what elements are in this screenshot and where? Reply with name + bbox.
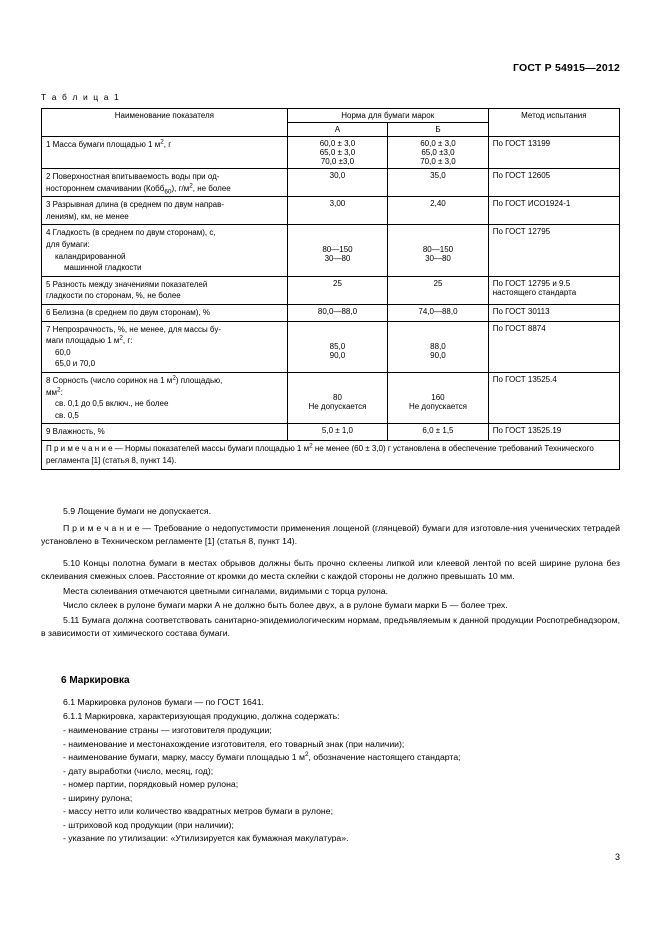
list-item: - наименование страны — изготовителя продукции;	[63, 725, 272, 736]
list-item: - номер партии, порядковый номер рулона;	[63, 779, 239, 790]
clause-6-1: 6.1 Маркировка рулонов бумаги — по ГОСТ 1641.	[63, 696, 264, 707]
header-norm-group: Норма для бумаги марок	[287, 109, 488, 123]
clause-5-9: 5.9 Лощение бумаги не допускается.	[63, 506, 212, 516]
row-value-b: 74,0—88,0	[388, 304, 489, 321]
table-row	[42, 225, 620, 276]
row-method: По ГОСТ ИСО1924-1	[488, 197, 619, 225]
row-value-b: 80—150 30—80	[388, 225, 489, 276]
table-row	[42, 424, 620, 441]
header-method: Метод испытания	[488, 109, 619, 137]
table-row	[42, 321, 620, 372]
header-col-a: А	[287, 123, 388, 137]
clause-5-10-block	[41, 557, 620, 642]
row-value-a: 25	[287, 276, 388, 304]
row-method: По ГОСТ 12795	[488, 225, 619, 276]
list-item: - массу нетто или количество квадратных метров бумаги в рулоне;	[63, 806, 333, 817]
table-row	[42, 137, 620, 169]
list-item: - дату выработки (число, месяц, год);	[63, 765, 214, 776]
list-item: - наименование бумаги, марку, массу бумаги площадью 1 $м^2$, обозначение настоящего стандарта;	[63, 751, 461, 763]
clause-5-10: 5.10 Концы полотна бумаги в местах обрывов должны быть прочно склеены липкой или клеевой лентой по всей ширине рулона без склеивания смежных слоев. Расстояние от кромки до места склейки с каждой стороны не должно превышать 10 мм.	[41, 558, 620, 582]
standard-designation: ГОСТ Р 54915—2012	[512, 62, 620, 74]
row-indicator: 4 Гладкость (в среднем по двум сторонам), с, для бумаги: каландрированной машинной гладкости	[42, 225, 288, 276]
row-method: По ГОСТ 12795 и 9.5 настоящего стандарта	[488, 276, 619, 304]
row-indicator: 9 Влажность, %	[42, 424, 288, 441]
header-indicator: Наименование показателя	[42, 109, 288, 137]
row-value-a: 30,0	[287, 169, 388, 197]
row-value-b: 35,0	[388, 169, 489, 197]
clause-5-9-note-block	[41, 522, 620, 550]
row-indicator: 8 Сорность (число соринок на 1 $м^2$) площадью, $мм^2$: св. 0,1 до 0,5 включ., не более св. 0,5	[42, 372, 288, 423]
row-indicator: 2 Поверхностная впитываемость воды при од- ностороннем смачивании (Кобб$_{60}$), $г/м^2$, не более	[42, 169, 288, 197]
table-header-row-1	[42, 109, 620, 123]
table-row	[42, 304, 620, 321]
table-row	[42, 197, 620, 225]
marking-list	[41, 724, 620, 845]
table-caption: Т а б л и ц а 1	[41, 92, 121, 102]
row-indicator: 6 Белизна (в среднем по двум сторонам), %	[42, 304, 288, 321]
clause-5-9-note: П р и м е ч а н и е — Требование о недопустимости применения лощеной (глянцевой) бумаги для изготовле-ния ученических тетрадей установлено в Техническом регламенте [1] (статья 8, пункт 14).	[41, 523, 620, 547]
row-value-a: 80 Не допускается	[287, 372, 388, 423]
clause-5-10-c: Число склеек в рулоне бумаги марки А не должно быть более двух, а в рулоне бумаги марки Б — более трех.	[63, 600, 508, 611]
row-value-a: 80,0—88,0	[287, 304, 388, 321]
header-col-b: Б	[388, 123, 489, 137]
clause-5-10-b: Места склеивания отмечаются цветными сигналами, видимыми с торца рулона.	[63, 585, 389, 596]
row-value-a: 80—150 30—80	[287, 225, 388, 276]
table-row	[42, 372, 620, 423]
list-item: - штриховой код продукции (при наличии);	[63, 819, 234, 830]
table-body	[42, 137, 620, 470]
list-item: - наименование и местонахождение изготовителя, его товарный знак (при наличии);	[63, 738, 405, 749]
row-method: По ГОСТ 12605	[488, 169, 619, 197]
page-number: 3	[614, 852, 620, 862]
clause-6-1-1: 6.1.1 Маркировка, характеризующая продукцию, должна содержать:	[63, 710, 340, 721]
table-row	[42, 276, 620, 304]
row-indicator: 5 Разность между значениями показателей гладкости по сторонам, %, не более	[42, 276, 288, 304]
row-value-b: 60,0 ± 3,0 65,0 ±3,0 70,0 ± 3,0	[388, 137, 489, 169]
row-indicator: 3 Разрывная длина (в среднем по двум направ- лениям), км, не менее	[42, 197, 288, 225]
row-value-b: 25	[388, 276, 489, 304]
row-value-b: 88,0 90,0	[388, 321, 489, 372]
row-value-b: 160 Не допускается	[388, 372, 489, 423]
table-row	[42, 169, 620, 197]
clause-5-11: 5.11 Бумага должна соответствовать санитарно-эпидемиологическим нормам, предъявляемым к данной продукции Роспотребнадзором, в зависимости от химического состава бумаги.	[41, 614, 620, 639]
section-6-block	[41, 664, 620, 846]
table-head	[42, 109, 620, 137]
row-method: По ГОСТ 13525.19	[488, 424, 619, 441]
table-footnote: П р и м е ч а н и е — Нормы показателей массы бумаги площадью 1 $м^2$ не менее (60 ± 3,0) г установлена в обеспечение требований Технического регламента [1] (статья 8, пункт 14).	[42, 440, 620, 469]
row-value-a: 85,0 90,0	[287, 321, 388, 372]
row-method: По ГОСТ 8874	[488, 321, 619, 372]
clause-5-9-block	[41, 505, 620, 519]
row-indicator: 1 Масса бумаги площадью 1 $м^2$, г	[42, 137, 288, 169]
row-method: По ГОСТ 13199	[488, 137, 619, 169]
row-value-a: 3,00	[287, 197, 388, 225]
list-item: - ширину рулона;	[63, 792, 133, 803]
row-value-a: 5,0 ± 1,0	[287, 424, 388, 441]
row-indicator: 7 Непрозрачность, %, не менее, для массы бу- маги площадью 1 $м^2$, г: 60,0 65,0 и 70,0	[42, 321, 288, 372]
list-item: - указание по утилизации: «Утилизируется как бумажная макулатура».	[63, 833, 349, 844]
table-footnote-row	[42, 440, 620, 469]
row-value-a: 60,0 ± 3,0 65,0 ± 3,0 70,0 ±3,0	[287, 137, 388, 169]
section-6-title: 6 Маркировка	[61, 675, 130, 686]
row-method: По ГОСТ 13525.4	[488, 372, 619, 423]
row-value-b: 6,0 ± 1,5	[388, 424, 489, 441]
row-method: По ГОСТ 30113	[488, 304, 619, 321]
specification-table	[41, 108, 620, 470]
row-value-b: 2,40	[388, 197, 489, 225]
